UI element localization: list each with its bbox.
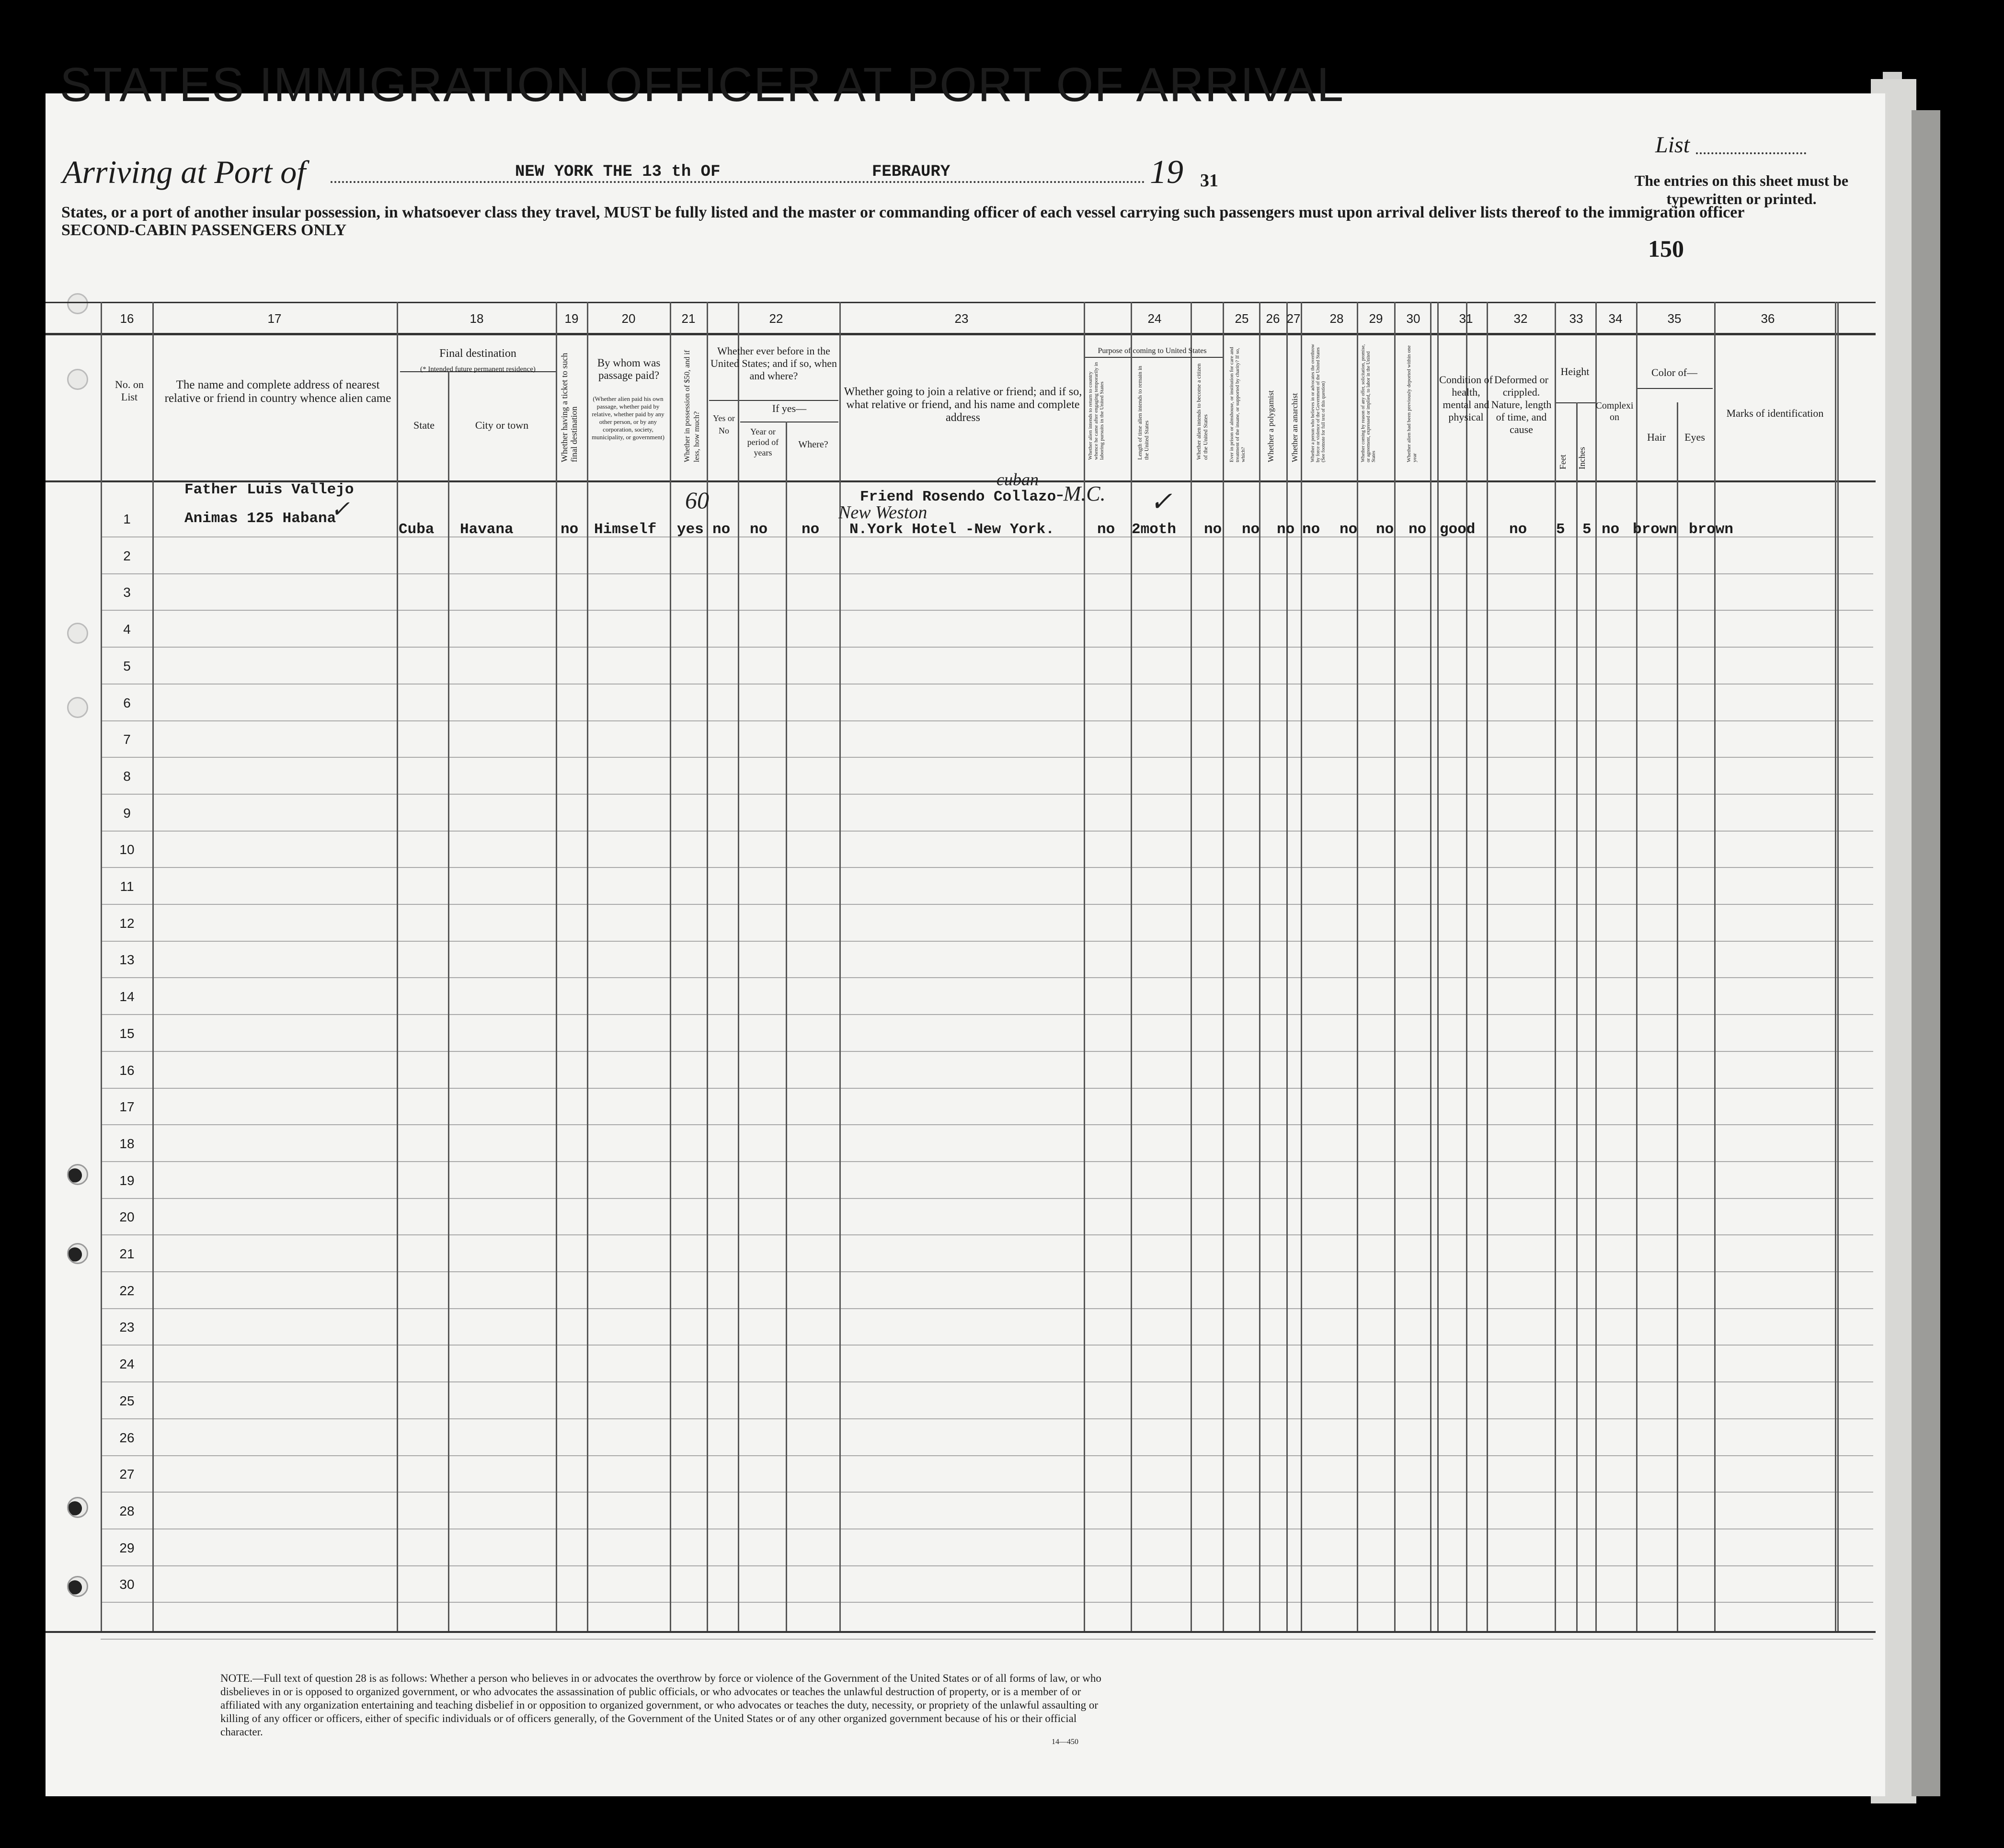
form-code: 14—450 bbox=[1052, 1738, 1078, 1746]
feet-value: 5 bbox=[1556, 521, 1565, 538]
row-line bbox=[101, 1381, 1873, 1382]
col-ticket: Whether having a ticket to such final destination bbox=[560, 353, 579, 462]
row-line bbox=[101, 573, 1873, 574]
purpose-return-value: no bbox=[1097, 521, 1115, 538]
row-line bbox=[101, 1161, 1873, 1162]
purpose-length-value: 2moth bbox=[1132, 521, 1177, 538]
punch-hole bbox=[67, 697, 88, 718]
row-number: 7 bbox=[123, 732, 131, 747]
row-line bbox=[101, 941, 1873, 942]
column-line bbox=[152, 302, 154, 1631]
col-q28: Whether a person who believes in or advocates the overthrow by force or violence of the Government of the United States (See footnote for full text of this question) bbox=[1310, 344, 1326, 462]
column-line bbox=[397, 302, 398, 1631]
column-number: 24 bbox=[1147, 311, 1162, 326]
column-number: 18 bbox=[470, 311, 484, 326]
row-line bbox=[101, 1088, 1873, 1089]
arriving-label: Arriving at Port of bbox=[62, 154, 306, 190]
row-line bbox=[101, 1234, 1873, 1235]
list-number: 150 bbox=[1648, 235, 1684, 262]
column-line bbox=[1259, 302, 1260, 1631]
row-line bbox=[101, 1308, 1873, 1309]
col-polygamist: Whether a polygamist bbox=[1266, 390, 1275, 462]
column-number: 33 bbox=[1569, 311, 1583, 326]
row-number: 17 bbox=[119, 1099, 135, 1114]
header-class: SECOND-CABIN PASSENGERS ONLY bbox=[61, 221, 347, 239]
column-line bbox=[786, 422, 787, 1631]
ticket-value: no bbox=[561, 521, 579, 538]
col-if-yes: If yes— bbox=[772, 402, 807, 414]
grid-line bbox=[709, 400, 838, 401]
col-final-destination: Final destination bbox=[439, 347, 516, 360]
col-hair: Hair bbox=[1647, 431, 1666, 443]
join-line-2: N.York Hotel -New York. bbox=[849, 521, 1054, 538]
row-number: 14 bbox=[119, 989, 135, 1004]
punch-hole bbox=[67, 1243, 88, 1264]
punch-hole bbox=[67, 293, 88, 314]
column-number: 30 bbox=[1406, 311, 1420, 326]
row-line bbox=[101, 720, 1873, 721]
col-marks: Marks of identification bbox=[1726, 407, 1824, 419]
row-line bbox=[101, 647, 1873, 648]
row-line bbox=[101, 1198, 1873, 1199]
row-number: 5 bbox=[123, 659, 131, 673]
column-line bbox=[1430, 302, 1431, 1631]
check-mark: ✓ bbox=[331, 497, 350, 522]
port-line bbox=[331, 181, 1145, 183]
row-number: 20 bbox=[119, 1209, 135, 1224]
row-number: 24 bbox=[119, 1357, 135, 1371]
q29-value: no bbox=[1376, 521, 1394, 538]
row-number: 1 bbox=[123, 512, 131, 526]
hair-value: brown bbox=[1633, 521, 1678, 538]
punch-hole bbox=[67, 1164, 88, 1185]
column-number: 28 bbox=[1329, 311, 1344, 326]
year-prefix: 19 bbox=[1150, 154, 1183, 191]
row-line bbox=[101, 1014, 1873, 1015]
col-deformed: Deformed or crippled. Nature, length of time, and cause bbox=[1491, 374, 1552, 435]
col-passage-paid: By whom was passage paid? bbox=[597, 357, 661, 381]
column-line bbox=[1437, 302, 1439, 1631]
row-number: 25 bbox=[119, 1393, 135, 1408]
row-number: 10 bbox=[119, 842, 135, 857]
column-number: 34 bbox=[1608, 311, 1623, 326]
prison-value: no bbox=[1242, 521, 1260, 538]
row-line bbox=[101, 1051, 1873, 1052]
col-final-destination-note: (* Intended future permanent residence) bbox=[420, 365, 536, 373]
possession-value: yes bbox=[677, 521, 704, 538]
column-line bbox=[1835, 302, 1836, 1631]
relative-name: Father Luis Vallejo bbox=[184, 481, 354, 498]
row-line bbox=[101, 977, 1873, 978]
q30-value: no bbox=[1409, 521, 1427, 538]
column-number: 21 bbox=[681, 311, 696, 326]
port-text: NEW YORK THE 13 th OF bbox=[515, 163, 721, 181]
where-value: no bbox=[802, 521, 820, 538]
column-line bbox=[1576, 402, 1578, 1631]
header-instructions: States, or a port of another insular possession, in whatsoever class they travel, MUST be fully listed and the master or commanding officer of each vessel carrying such passengers must upon arrival deliver lists thereof to the immigration officer bbox=[61, 204, 1745, 221]
column-number: 19 bbox=[564, 311, 579, 326]
col-yes-or-no: Yes or No bbox=[713, 413, 735, 435]
q28-value: no bbox=[1340, 521, 1358, 538]
row-line bbox=[101, 757, 1873, 758]
col-condition: Condition of health, mental and physical bbox=[1439, 374, 1493, 423]
eyes-value: brown bbox=[1689, 521, 1734, 538]
row-number: 8 bbox=[123, 769, 131, 784]
passage-paid-value: Himself bbox=[594, 521, 657, 538]
column-line bbox=[670, 302, 671, 1631]
purpose-citizen-value: no bbox=[1204, 521, 1222, 538]
manifest-sheet bbox=[46, 93, 1888, 1796]
condition-value: good bbox=[1440, 521, 1476, 538]
column-number: 20 bbox=[621, 311, 636, 326]
column-number: 36 bbox=[1761, 311, 1775, 326]
year-period-value: no bbox=[750, 521, 768, 538]
dest-city: Havana bbox=[460, 521, 514, 538]
column-line bbox=[556, 302, 557, 1631]
row-number: 29 bbox=[119, 1540, 135, 1555]
col-color-of: Color of— bbox=[1651, 366, 1697, 378]
column-number: 22 bbox=[769, 311, 783, 326]
row-line bbox=[101, 1418, 1873, 1419]
grid-line bbox=[46, 1631, 1876, 1633]
col-relative-address: The name and complete address of nearest relative or friend in country whence alien came bbox=[164, 378, 391, 405]
column-line bbox=[1301, 302, 1302, 1631]
anarchist-value: no bbox=[1302, 521, 1320, 538]
row-number: 16 bbox=[119, 1063, 135, 1078]
row-number: 30 bbox=[119, 1577, 135, 1592]
column-line bbox=[1223, 302, 1224, 1631]
possession-amount: 60 bbox=[685, 487, 709, 513]
row-number: 26 bbox=[119, 1430, 135, 1445]
join-hand-annotation: cuban bbox=[996, 470, 1039, 489]
row-number: 27 bbox=[119, 1467, 135, 1482]
grid-line bbox=[46, 333, 1876, 335]
col-possession: Whether in possession of $50, and if less, how much? bbox=[683, 350, 701, 462]
col-passage-paid-note: (Whether alien paid his own passage, whether paid by relative, whether paid by any other person, or by any corporation, society, municipality, or government) bbox=[592, 395, 664, 441]
grid-line bbox=[1555, 402, 1595, 403]
column-line bbox=[1595, 302, 1597, 1631]
column-line bbox=[1714, 302, 1716, 1631]
col-q29: Whether coming by reason of any offer, solicitation, promise, or agreement, expressed or implied, to labor in the United States bbox=[1361, 344, 1376, 462]
row-line bbox=[101, 1124, 1873, 1125]
col-purpose-length: Length of time alien intends to remain in the United States bbox=[1136, 365, 1150, 460]
col-no-on-list: No. on List bbox=[115, 378, 144, 403]
row-number: 21 bbox=[119, 1246, 135, 1261]
column-line bbox=[1555, 302, 1556, 1631]
row-number: 13 bbox=[119, 952, 135, 967]
row-number: 2 bbox=[123, 548, 131, 563]
col-purpose-citizen: Whether alien intends to become a citizen of the United States bbox=[1195, 363, 1209, 460]
column-line bbox=[448, 371, 449, 1631]
row-line bbox=[101, 1602, 1873, 1603]
col-height: Height bbox=[1560, 365, 1590, 377]
col-feet: Feet bbox=[1558, 455, 1568, 469]
col-purpose-return: Whether alien intends to return to country whence he came after engaging temporarily in laboring pursuits in the United States bbox=[1088, 362, 1105, 460]
col-prison: Ever in prison or almshouse, or institution for care and treatment of the insane, or supported by charity? If so, which? bbox=[1229, 347, 1246, 462]
row-line bbox=[101, 867, 1873, 868]
column-number: 25 bbox=[1235, 311, 1249, 326]
row-line bbox=[101, 1639, 1873, 1640]
column-line bbox=[1131, 302, 1132, 1631]
row-line bbox=[101, 904, 1873, 905]
row-number: 4 bbox=[123, 622, 131, 637]
row-line bbox=[101, 1345, 1873, 1346]
grid-line bbox=[1636, 388, 1713, 389]
column-number: 29 bbox=[1369, 311, 1383, 326]
column-line bbox=[839, 302, 841, 1631]
punch-hole bbox=[67, 1497, 88, 1518]
col-inches: Inches bbox=[1577, 447, 1587, 469]
column-number: 35 bbox=[1667, 311, 1682, 326]
column-number: 32 bbox=[1513, 311, 1528, 326]
row-line bbox=[101, 794, 1873, 795]
page-title: STATES IMMIGRATION OFFICER AT PORT OF ARRIVAL bbox=[60, 58, 1345, 112]
row-line bbox=[101, 610, 1873, 611]
join-hand-annotation: -M.C. bbox=[1056, 482, 1106, 505]
column-line bbox=[1357, 302, 1358, 1631]
punch-hole bbox=[67, 623, 88, 644]
row-line bbox=[101, 1565, 1873, 1566]
col-where: Where? bbox=[798, 439, 828, 450]
col-city: City or town bbox=[475, 419, 529, 431]
column-number: 17 bbox=[267, 311, 282, 326]
col-join-relative: Whether going to join a relative or friend; and if so, what relative or friend, and his name and complete address bbox=[844, 386, 1082, 424]
grid-line bbox=[46, 302, 1876, 303]
column-number: 31 bbox=[1459, 311, 1473, 326]
column-line bbox=[1466, 302, 1467, 1631]
column-number: 26 bbox=[1266, 311, 1280, 326]
row-number: 9 bbox=[123, 806, 131, 821]
polygamist-value: no bbox=[1277, 521, 1295, 538]
year-suffix: 31 bbox=[1200, 171, 1218, 191]
col-complexion: Complexion bbox=[1595, 400, 1634, 422]
month-text: FEBRAURY bbox=[872, 163, 950, 181]
row-number: 3 bbox=[123, 585, 131, 600]
row-number: 11 bbox=[120, 879, 134, 894]
row-number: 15 bbox=[119, 1026, 135, 1041]
relative-address: Animas 125 Habana bbox=[184, 510, 336, 527]
column-line bbox=[1394, 302, 1396, 1631]
column-line bbox=[1191, 302, 1192, 1631]
complexion-value: no bbox=[1602, 521, 1620, 538]
column-line bbox=[587, 302, 588, 1631]
punch-hole bbox=[67, 369, 88, 390]
col-eyes: Eyes bbox=[1684, 431, 1705, 443]
list-label: List bbox=[1655, 132, 1690, 158]
column-line bbox=[1286, 302, 1288, 1631]
col-anarchist: Whether an anarchist bbox=[1290, 393, 1299, 462]
column-line bbox=[738, 302, 739, 1631]
row-number: 18 bbox=[119, 1136, 135, 1151]
list-note: The entries on this sheet must be typewritten or printed. bbox=[1634, 172, 1849, 207]
row-line bbox=[101, 1271, 1873, 1272]
deformed-value: no bbox=[1509, 521, 1527, 538]
row-number: 19 bbox=[119, 1173, 135, 1188]
row-line bbox=[101, 1455, 1873, 1456]
row-number: 6 bbox=[123, 696, 131, 710]
row-line bbox=[101, 1492, 1873, 1493]
column-line bbox=[1487, 302, 1488, 1631]
column-number: 23 bbox=[954, 311, 969, 326]
row-number: 23 bbox=[119, 1320, 135, 1335]
col-purpose: Purpose of coming to United States bbox=[1098, 347, 1207, 355]
row-number: 22 bbox=[119, 1283, 135, 1298]
column-line bbox=[101, 302, 102, 1631]
row-line bbox=[101, 831, 1873, 832]
punch-hole bbox=[67, 1576, 88, 1597]
column-line bbox=[1636, 302, 1638, 1631]
list-line bbox=[1696, 152, 1806, 154]
join-hand-annotation: New Weston bbox=[838, 502, 928, 523]
paper-edge bbox=[1912, 110, 1940, 1796]
col-year-period: Year or period of years bbox=[747, 427, 779, 457]
column-number: 16 bbox=[120, 311, 134, 326]
col-state: State bbox=[413, 419, 435, 431]
column-line bbox=[1677, 402, 1678, 1631]
col-q30: Whether alien had been previously deported within one year bbox=[1406, 345, 1418, 462]
col-ever-before: Whether ever before in the United States; and if so, when and where? bbox=[710, 345, 837, 382]
row-number: 12 bbox=[119, 916, 135, 931]
check-mark: ✓ bbox=[1150, 487, 1172, 517]
ever-before-value: no bbox=[712, 521, 731, 538]
dest-state: Cuba bbox=[399, 521, 435, 538]
inches-value: 5 bbox=[1582, 521, 1592, 538]
join-line-1: Friend Rosendo Collazo bbox=[860, 489, 1056, 505]
row-number: 28 bbox=[119, 1504, 135, 1518]
column-number: 27 bbox=[1286, 311, 1301, 326]
footnote: NOTE.—Full text of question 28 is as follows: Whether a person who believes in or advocates the overthrow by force or violence of the Government of the United States or of all forms of law, or who disbelieves in or is opposed to organized government, or who advocates the assassination of public officials, or who advocates or teaches the unlawful destruction of property, or is a member of or affiliated with any organization entertaining and teaching disbelief in or opposition to organized government, or who advocates or teaches the duty, necessity, or propriety of the unlawful assaulting or killing of any officer or officers, either of specific individuals or of officers generally, of the Government of the United States or of any other organized government because of his or their official character. bbox=[220, 1672, 1101, 1738]
column-line bbox=[1837, 302, 1839, 1631]
